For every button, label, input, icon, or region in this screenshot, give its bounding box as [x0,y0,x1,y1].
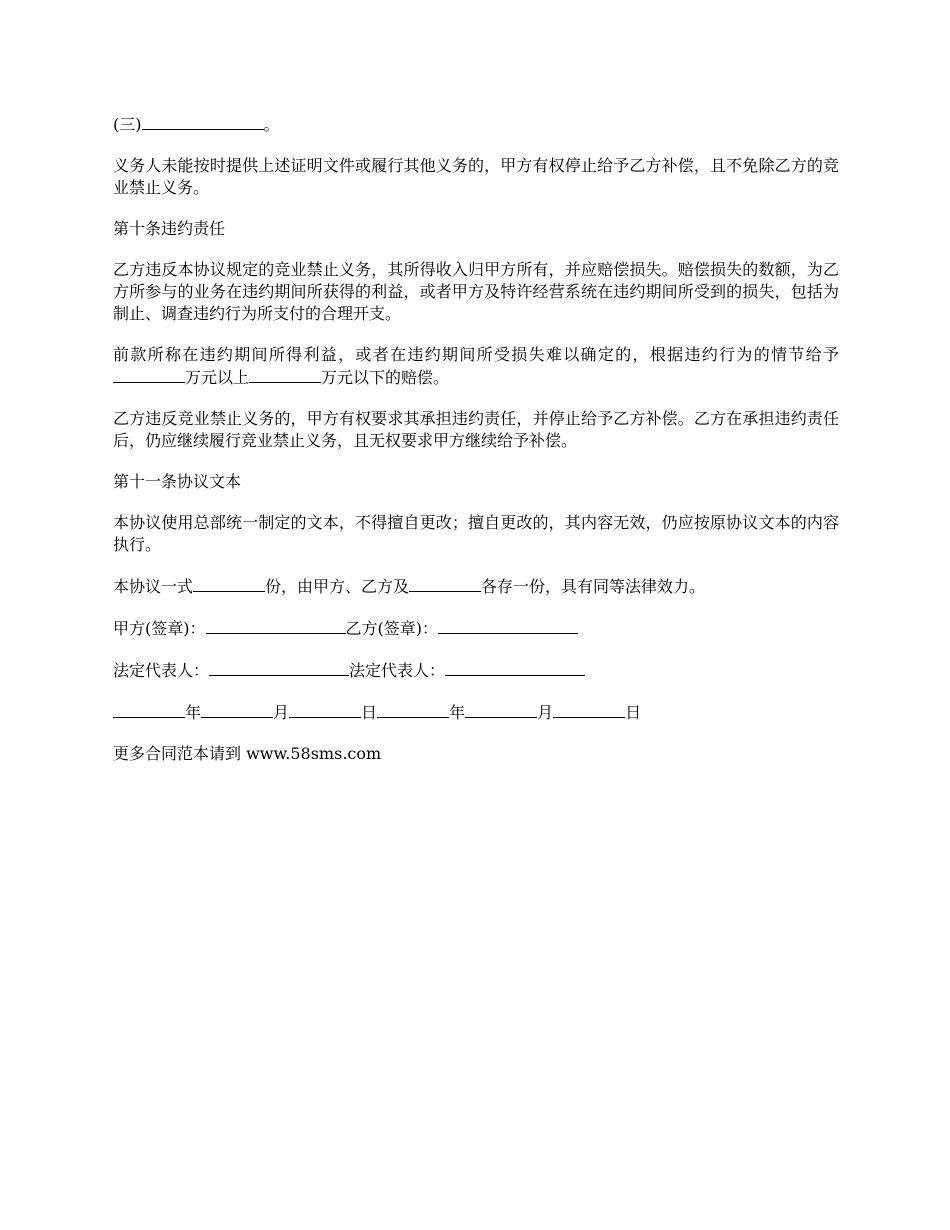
party-b-signature-label: 乙方(签章)： [345,619,438,638]
article-11-paragraph-1: 本协议使用总部统一制定的文本，不得擅自更改；擅自更改的，其内容无效，仍应按原协议文本的内容执行。 [113,513,839,554]
day-label: 日 [361,703,378,722]
year-label: 年 [449,703,466,722]
compensation-min-blank[interactable] [113,366,185,383]
signature-line [113,617,839,640]
representative-line [113,659,839,682]
month-label: 月 [273,703,290,722]
party-b-day-blank[interactable] [553,701,625,718]
year-label: 年 [185,703,202,722]
party-b-month-blank[interactable] [465,701,537,718]
article-10-p2-text-after: 万元以下的赔偿。 [321,368,450,387]
article-11-p2-text-middle: 份，由甲方、乙方及 [265,577,410,596]
party-a-representative-blank[interactable] [209,659,349,676]
party-b-signature-blank[interactable] [438,617,578,634]
article-11-title: 第十一条协议文本 [113,472,242,491]
article-10-title: 第十条违约责任 [113,219,226,238]
article-11-paragraph-2 [113,575,839,598]
party-b-representative-blank[interactable] [445,659,585,676]
party-a-signature-blank[interactable] [206,617,346,634]
article-10-paragraph-1: 乙方违反本协议规定的竞业禁止义务，其所得收入归甲方所有，并应赔偿损失。赔偿损失的数额，为乙方所参与的业务在违约期间所获得的利益，或者甲方及特许经营系统在违约期间所受到的损失，包括为制止、调查违约行为所支付的合理开支。 [113,260,839,323]
party-a-month-blank[interactable] [201,701,273,718]
copies-count-blank[interactable] [193,575,265,592]
compensation-max-blank[interactable] [249,366,321,383]
item-three-end: 。 [263,115,280,134]
document-page [113,113,839,784]
article-11-p2-text-after: 各存一份，具有同等法律效力。 [481,577,706,596]
article-10-p2-text-middle: 万元以上 [185,368,250,387]
footer-link-text: 更多合同范本请到 www.58sms.com [113,744,382,763]
article-10-p2-text-before: 前款所称在违约期间所得利益，或者在违约期间所受损失难以确定的，根据违约行为的情节给予 [113,345,839,364]
party-a-signature-label: 甲方(签章)： [113,619,206,638]
party-b-year-blank[interactable] [377,701,449,718]
date-line [113,701,839,724]
article-11-p2-text-before: 本协议一式 [113,577,194,596]
month-label: 月 [537,703,554,722]
third-party-blank[interactable] [409,575,481,592]
party-b-representative-label: 法定代表人： [349,661,446,680]
article-10-paragraph-3: 乙方违反竞业禁止义务的，甲方有权要求其承担违约责任，并停止给予乙方补偿。乙方在承担违约责任后，仍应继续履行竞业禁止义务，且无权要求甲方继续给予补偿。 [113,409,839,450]
party-a-day-blank[interactable] [289,701,361,718]
party-a-representative-label: 法定代表人： [113,661,210,680]
item-three-blank-line [113,113,839,136]
day-label: 日 [625,703,642,722]
article-10-paragraph-2 [113,344,839,389]
party-a-year-blank[interactable] [113,701,185,718]
item-three-label: (三) [113,115,142,134]
obligation-paragraph: 义务人未能按时提供上述证明文件或履行其他义务的，甲方有权停止给予乙方补偿，且不免除乙方的竞业禁止义务。 [113,156,839,197]
item-three-blank[interactable] [142,113,264,130]
